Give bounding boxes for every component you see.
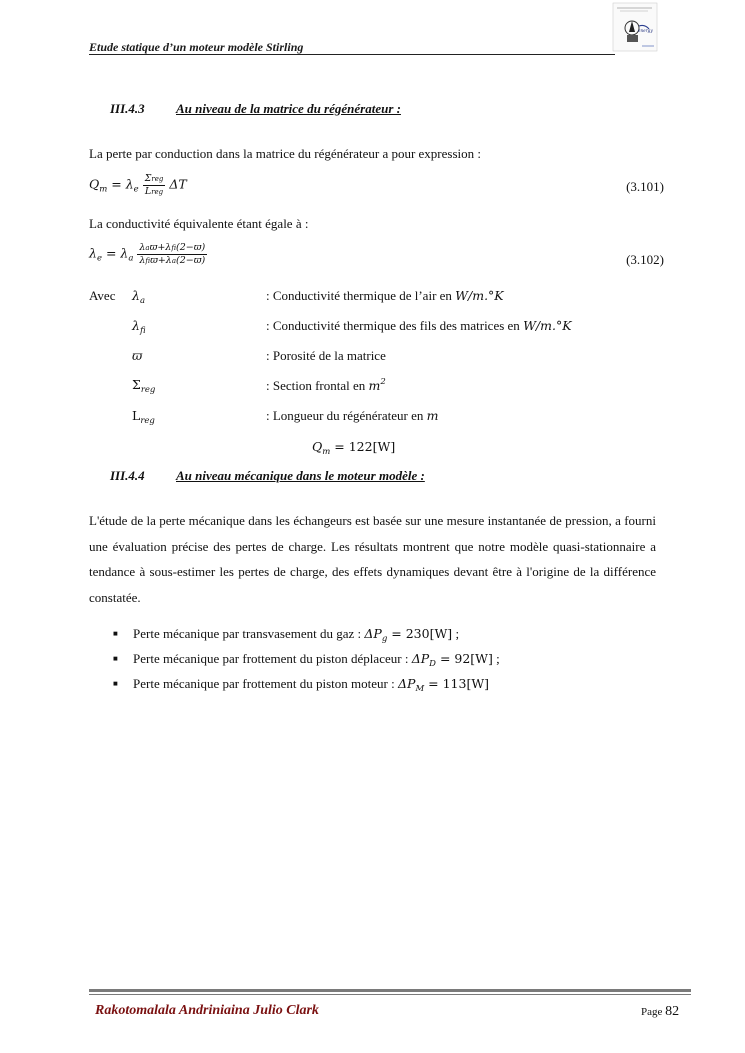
section-number: III.4.4 [110,468,145,483]
section-title: Au niveau de la matrice du régénérateur : [176,101,401,116]
intro-paragraph: La perte par conduction dans la matrice du régénérateur a pour expression : [89,146,481,161]
definition-unit: W/m.°K [523,318,572,333]
body-paragraph: L'étude de la perte mécanique dans les échangeurs est basée sur une mesure instantanée de pression, a fourni une évaluation précise des pertes de charge. Les résultats montrent que notre modèle quasi-stationnaire a tendance à sous-estimer les pertes de charge, des effets dynamiques devant être à l'origine de la différence constatée. [89,513,656,605]
bullet-value: = 230[W] [391,626,453,641]
footer-rule [89,989,691,992]
definition-unit: W/m.°K [455,288,504,303]
definition-unit: m [426,408,439,423]
conductivity-paragraph: La conductivité équivalente étant égale à : [89,216,309,231]
running-header-title: Etude statique d’un moteur modèle Stirling [89,40,304,54]
section-number: III.4.3 [110,101,145,116]
bullet-text: Perte mécanique par frottement du piston moteur : [133,676,398,691]
bullet-end: ; [492,651,500,666]
definition-text: : Conductivité thermique des fils des matrices en [266,318,524,333]
equation-3-102: $\lambda_e = \lambda_a$ $\frac{\text{λaϖ+λfi(2−ϖ)}}{\text{λfiϖ+λa(2−ϖ)}}$ [89,242,206,266]
section-heading-3-4-3 [110,101,401,117]
bullet-text: Perte mécanique par transvasement du gaz : [133,626,365,641]
bullet-value: = 92[W] [439,651,493,666]
svg-text:energy: energy [638,28,653,33]
equation-3-101: $Q_m = \lambda_e$ $\frac{\text{Σreg}}{\text{Lreg}}$ ΔT [89,173,187,197]
definition-text: : Porosité de la matrice [266,348,386,363]
page-number [641,1004,679,1020]
header-rule [89,54,615,55]
result-value: 122[W] [348,439,396,454]
bullet-text: Perte mécanique par frottement du piston déplaceur : [133,651,412,666]
definition-text: : Conductivité thermique de l’air en [266,288,456,303]
bullet-value: = 113[W] [428,676,490,691]
page-number-value: 82 [665,1004,680,1019]
section-title: Au niveau mécanique dans le moteur modèle : [176,468,425,483]
page-label: Page [641,1006,663,1018]
result-equation: $Q_m = 122[W]$ [312,439,396,457]
university-logo-icon [612,2,658,52]
section-heading-3-4-4 [110,468,425,484]
fraction: $\frac{\text{λaϖ+λfi(2−ϖ)}}{\text{λfiϖ+λa(2−ϖ)}}$ [139,242,206,266]
footer-rule-thin [89,994,691,995]
bullet-end: ; [452,626,460,641]
equation-number: (3.101) [626,179,664,194]
equation-number: (3.102) [626,252,664,267]
definition-text: : Longueur du régénérateur en [266,408,427,423]
definition-row: Avec $\lambda_a$ : Conductivité thermique de l’air en W/m.°K [89,288,504,306]
fraction: $\frac{\text{Σreg}}{\text{Lreg}}$ [144,173,164,197]
avec-label: Avec [89,288,116,303]
definition-unit: m [368,378,381,393]
definition-text: : Section frontal en [266,378,369,393]
footer-author: Rakotomalala Andriniaina Julio Clark [95,1003,319,1018]
